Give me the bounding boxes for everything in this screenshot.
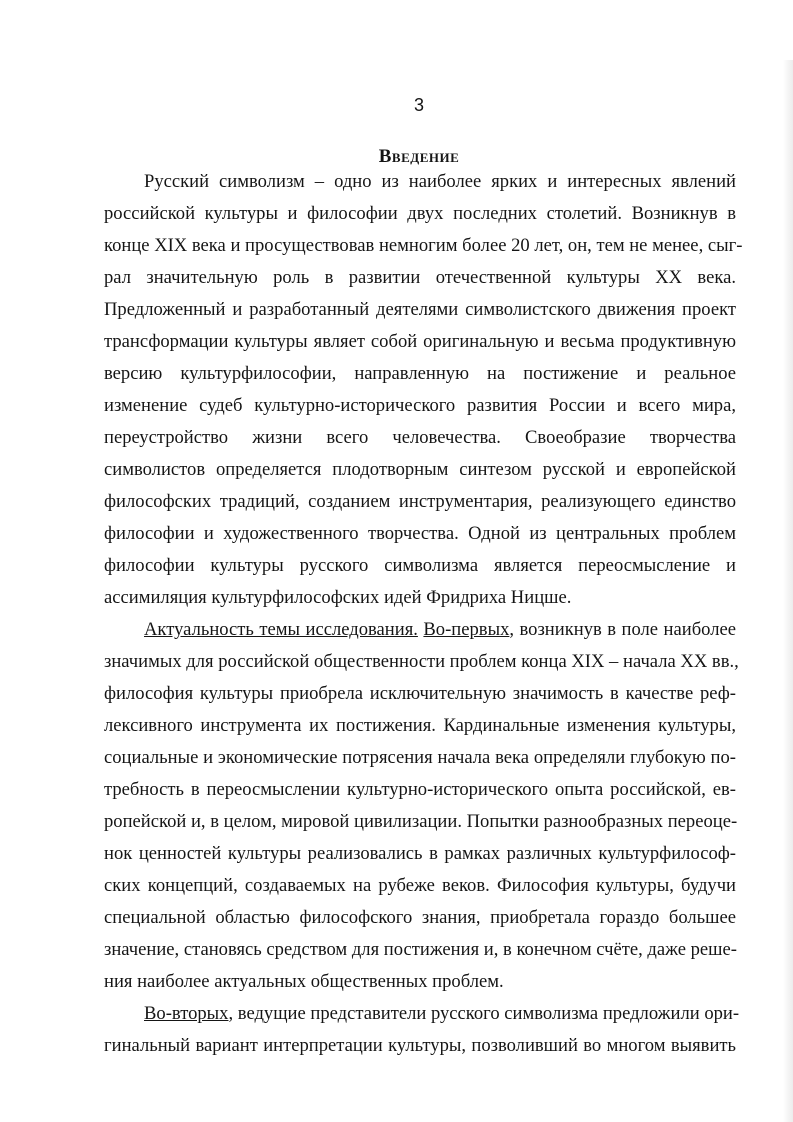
text-line: ропейской и, в целом, мировой цивилизации. Попытки разнообразных переоце-: [104, 811, 738, 832]
text-line: значимых для российской общественности проблем конца XIX – начала XX вв.,: [104, 651, 739, 672]
text-line: конце XIX века и просуществовав немногим более 20 лет, он, тем не менее, сыг-: [104, 235, 743, 256]
text-line: философия культуры приобрела исключительную значимость в качестве реф-: [104, 683, 736, 704]
text-line: ния наиболее актуальных общественных проблем.: [104, 971, 504, 992]
text-line: символистов определяется плодотворным синтезом русской и европейской: [104, 459, 736, 480]
section-heading: Введение: [378, 146, 460, 167]
text-line: версию культурфилософии, направленную на постижение и реальное: [104, 363, 736, 384]
text-line: трансформации культуры являет собой оригинальную и весьма продуктивную: [104, 331, 736, 352]
text-line: [144, 615, 736, 645]
text-line: социальные и экономические потрясения начала века определяли глубокую по-: [104, 747, 736, 768]
underlined-phrase: Актуальность темы исследования.: [144, 619, 418, 640]
text-line: [144, 999, 740, 1029]
text-line: философии и художественного творчества. Одной из центральных проблем: [104, 523, 736, 544]
underlined-phrase: Во-первых: [423, 619, 510, 640]
text-line: значение, становясь средством для постижения и, в конечном счёте, даже реше-: [104, 939, 737, 960]
text-line: изменение судеб культурно-исторического развития России и всего мира,: [104, 395, 736, 416]
text-fragment: , возникнув в поле наиболее: [509, 619, 737, 640]
text-line: рал значительную роль в развитии отечественной культуры XX века.: [104, 267, 736, 288]
text-line: ских концепций, создаваемых на рубеже веков. Философия культуры, будучи: [104, 875, 736, 896]
text-line: философии культуры русского символизма является переосмысление и: [104, 555, 736, 576]
text-line: Русский символизм – одно из наиболее ярких и интересных явлений: [144, 171, 736, 192]
text-line: ассимиляция культурфилософских идей Фридриха Ницше.: [104, 587, 572, 608]
text-line: требность в переосмыслении культурно-исторического опыта российской, ев-: [104, 779, 736, 800]
text-line: нок ценностей культуры реализовались в рамках различных культурфилософ-: [104, 843, 736, 864]
underlined-phrase: Во-вторых: [144, 1003, 229, 1024]
text-line: переустройство жизни всего человечества. Своеобразие творчества: [104, 427, 736, 448]
page-number: 3: [413, 95, 424, 115]
text-line: российской культуры и философии двух последних столетий. Возникнув в: [104, 203, 736, 224]
text-line: специальной областью философского знания, приобретала гораздо большее: [104, 907, 736, 928]
text-line: лексивного инструмента их постижения. Кардинальные изменения культуры,: [104, 715, 736, 736]
text-line: Предложенный и разработанный деятелями символистского движения проект: [104, 299, 736, 320]
text-line: гинальный вариант интерпретации культуры, позволивший во многом выявить: [104, 1035, 736, 1056]
text-line: философских традиций, созданием инструментария, реализующего единство: [104, 491, 736, 512]
page-edge-shadow: [783, 60, 793, 1122]
text-fragment: , ведущие представители русского символизма предложили ори-: [228, 1003, 740, 1024]
